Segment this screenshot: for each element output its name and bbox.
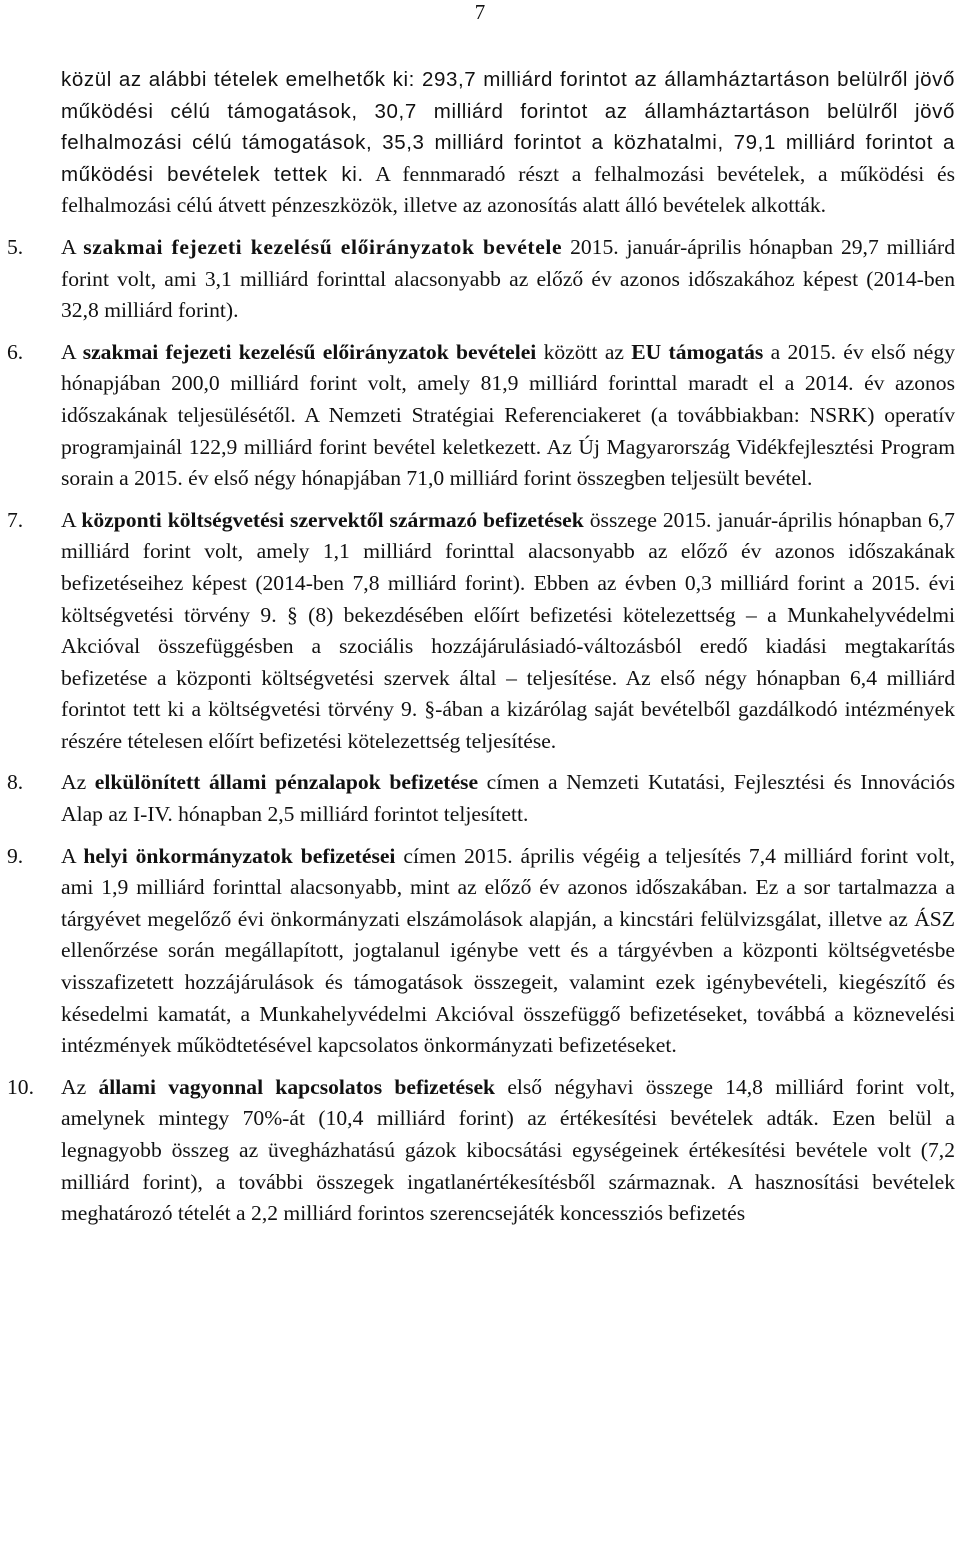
list-item-9 <box>7 841 955 1062</box>
list-item-7 <box>7 505 955 758</box>
intro-serif-text: A fennmaradó részt a felhalmozási bevételek, a működési és felhalmozási célú átvett pénzeszközök, illetve az azonosítás alatt álló bevételek alkották. <box>61 161 955 218</box>
text-run: címen 2015. április végéig a teljesítés 7,4 milliárd forint volt, ami 1,9 milliárd forinttal alacsonyabb, mint az előző év azonos időszakában. Ez a sor tartalmazza a tárgyévet megelőző évi önkormányzati elszámolások alapján, a kincstári felülvizsgálat, illetve az ÁSZ ellenőrzése során megállapított, jogtalanul igénybe vett és a tárgyévben a központi költségvetésbe visszafizetett hozzájárulások és támogatások összegeit, valamint ezek igénybevételi, kiegészítő és késedelmi kamatát, a Munkahelyvédelmi Akcióval összefüggő befizetéseket, továbbá a köznevelési intézmények működtetésével kapcsolatos önkormányzati befizetéseket. <box>61 843 955 1058</box>
text-run: Az <box>61 770 95 795</box>
list-item-8 <box>7 767 955 830</box>
item-text <box>61 232 955 327</box>
bold-term: központi költségvetési szervektől származó befizetések <box>81 507 584 532</box>
text-run: első négyhavi összege 14,8 milliárd forint volt, amelynek mintegy 70%-át (10,4 milliárd forint) az értékesítési bevételek adták. Ezen belül a legnagyobb összeg az üvegházhatású gázok kibocsátási egységeinek értékesítési bevétele volt (7,2 milliárd forint), a további összegek ingatlanértékesítésből származnak. A hasznosítási bevételek meghatározó tételét a 2,2 milliárd forintos szerencsejáték koncessziós befizetés <box>61 1074 956 1226</box>
text-run: Az <box>61 1074 99 1099</box>
text-run: 2015. január-április hónapban 29,7 milliárd forint volt, ami 3,1 milliárd forinttal alacsonyabb az előző év azonos időszakához képest (2014-ben 32,8 milliárd forint). <box>61 234 956 323</box>
text-run: között az <box>536 339 632 364</box>
item-number: 7. <box>7 507 24 532</box>
text-run: összege 2015. január-április hónapban 6,7 milliárd forint volt, amely 1,1 milliárd forinttal alacsonyabb az előző év azonos időszakának befizetéseihez képest (2014-ben 7,8 milliárd forint). Ebben az évben 0,3 milliárd forint a 2015. évi költségvetési törvény 9. § (8) bekezdésében előírt befizetési kötelezettség – a Munkahelyvédelmi Akcióval összefüggésben a szociális hozzájárulásiadó-változásból eredő kiadási megtakarítás befizetése a központi költségvetési szervek által – teljesítése. Az első négy hónapban 6,4 milliárd forintot tett ki a költségvetési törvény 9. §-ában a kizárólag saját bevételből gazdálkodó intézmények részére tételesen előírt befizetési kötelezettség teljesítése. <box>61 507 955 753</box>
bold-term: állami vagyonnal kapcsolatos befizetések <box>98 1074 496 1099</box>
item-number: 9. <box>7 843 24 868</box>
text-run: címen a Nemzeti Kutatási, Fejlesztési és Innovációs Alap az I-IV. hónapban 2,5 milliárd forintot teljesített. <box>61 770 955 827</box>
list-item-10 <box>7 1072 956 1230</box>
document-body <box>7 64 956 1230</box>
list-item-5 <box>7 232 956 327</box>
item-number: 8. <box>7 770 24 795</box>
item-number: 5. <box>7 234 24 259</box>
text-run: A <box>61 339 83 364</box>
item-number: 6. <box>7 339 24 364</box>
text-run: a 2015. év első négy hónapjában 200,0 milliárd forint volt, amely 81,9 milliárd forinttal maradt el a 2014. év azonos időszakának teljesülésétől. A Nemzeti Stratégiai Referenciakeret (a továbbiakban: NSRK) operatív programjainál 122,9 milliárd forint bevétel keletkezett. Az Új Magyarország Vidékfejlesztési Program sorain a 2015. év első négy hónapjában 71,0 milliárd forint összegben teljesült bevétel. <box>61 339 955 491</box>
intro-sans-text: közül az alábbi tételek emelhetők ki: 293,7 milliárd forintot az államháztartáson belülről jövő működési célú támogatások, 30,7 milliárd forintot az államháztartáson belülről jövő felhalmozási célú támogatások, 35,3 milliárd forintot a közhatalmi, 79,1 milliárd forintot a működési bevételek tettek ki. <box>61 68 955 186</box>
bold-term: EU támogatás <box>631 339 764 364</box>
item-text <box>61 767 955 830</box>
item-text <box>61 1072 955 1230</box>
list-item-6 <box>7 337 955 495</box>
bold-term: szakmai fejezeti kezelésű előirányzatok bevételei <box>82 339 537 364</box>
page-number: 7 <box>474 0 486 24</box>
item-text <box>61 505 955 758</box>
intro-paragraph <box>61 64 955 222</box>
bold-term: helyi önkormányzatok befizetései <box>83 843 396 868</box>
text-run: A <box>61 843 84 868</box>
item-text <box>61 841 955 1062</box>
item-number: 10. <box>7 1074 34 1099</box>
text-run: A <box>61 234 84 259</box>
text-run: A <box>61 507 82 532</box>
bold-term: szakmai fejezeti kezelésű előirányzatok bevétele <box>83 234 563 259</box>
bold-term: elkülönített állami pénzalapok befizetése <box>94 770 479 795</box>
item-text <box>61 337 955 495</box>
